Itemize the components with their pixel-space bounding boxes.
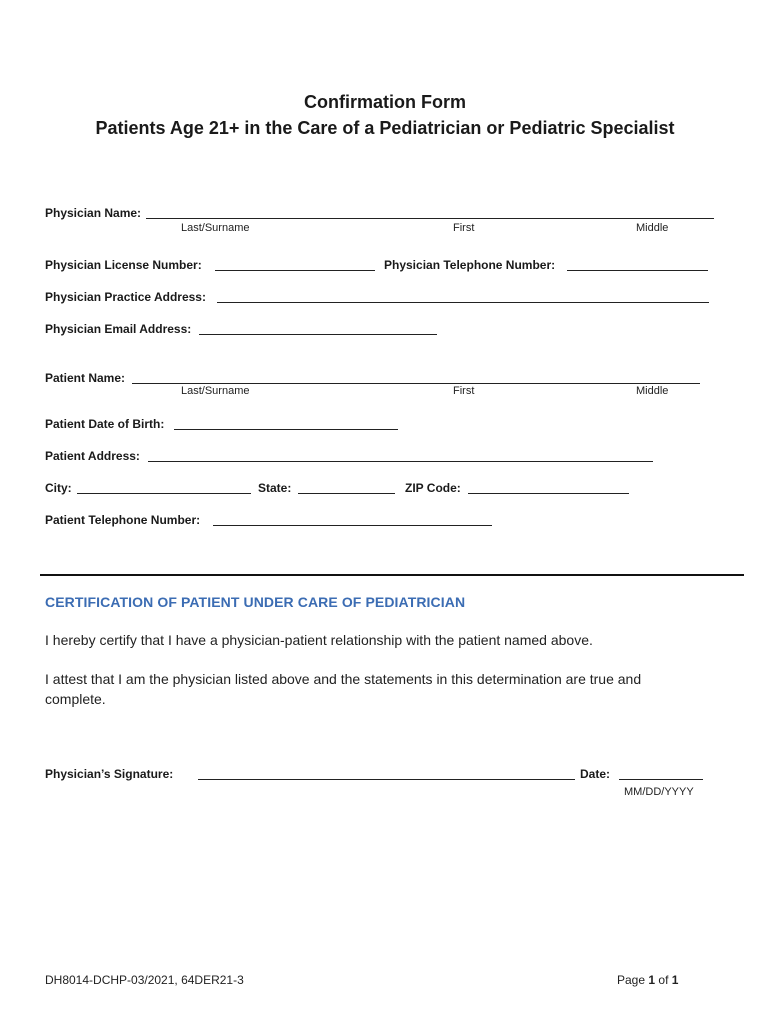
patient-middle-sublabel: Middle [636,385,669,397]
page-indicator [617,973,678,987]
city-field[interactable] [77,493,251,494]
patient-name-field[interactable] [132,383,700,384]
physician-telephone-label: Physician Telephone Number: [384,258,556,272]
form-subtitle: Patients Age 21+ in the Care of a Pediatrician or Pediatric Specialist [95,118,675,138]
patient-address-label: Patient Address: [45,449,140,463]
form-title: Confirmation Form [304,92,466,112]
patient-dob-field[interactable] [174,429,398,430]
physician-practice-address-field[interactable] [217,302,709,303]
page-word: Page [617,973,646,987]
page-total: 1 [671,973,679,987]
physician-name-field[interactable] [146,218,714,219]
patient-telephone-label: Patient Telephone Number: [45,513,201,527]
certification-statement-2: I attest that I am the physician listed above and the statements in this determination are true and complete. [45,671,642,707]
patient-name-label: Patient Name: [45,371,126,385]
patient-dob-label: Patient Date of Birth: [45,417,165,431]
page-current: 1 [648,973,656,987]
certification-statement-1: I hereby certify that I have a physician-patient relationship with the patient named above. [45,632,593,648]
form-id: DH8014-DCHP-03/2021, 64DER21-3 [45,973,244,987]
physician-name-label: Physician Name: [45,206,142,220]
patient-last-sublabel: Last/Surname [181,385,250,397]
physician-email-label: Physician Email Address: [45,322,192,336]
city-label: City: [45,481,72,495]
physician-email-field[interactable] [199,334,437,335]
patient-telephone-field[interactable] [213,525,492,526]
zip-label: ZIP Code: [405,481,461,495]
physician-telephone-field[interactable] [567,270,708,271]
date-label: Date: [580,767,611,781]
signature-field[interactable] [198,779,575,780]
state-field[interactable] [298,493,395,494]
state-label: State: [258,481,292,495]
date-format-hint: MM/DD/YYYY [624,786,694,798]
certification-heading: CERTIFICATION OF PATIENT UNDER CARE OF PEDIATRICIAN [45,594,466,610]
physician-practice-address-label: Physician Practice Address: [45,290,206,304]
physician-first-sublabel: First [453,222,475,234]
date-field[interactable] [619,779,703,780]
patient-first-sublabel: First [453,385,475,397]
physician-last-sublabel: Last/Surname [181,222,250,234]
zip-field[interactable] [468,493,629,494]
physician-middle-sublabel: Middle [636,222,669,234]
of-word: of [658,973,669,987]
patient-address-field[interactable] [148,461,653,462]
signature-label: Physician’s Signature: [45,767,174,781]
physician-license-field[interactable] [215,270,375,271]
physician-license-label: Physician License Number: [45,258,202,272]
section-divider [40,574,744,576]
